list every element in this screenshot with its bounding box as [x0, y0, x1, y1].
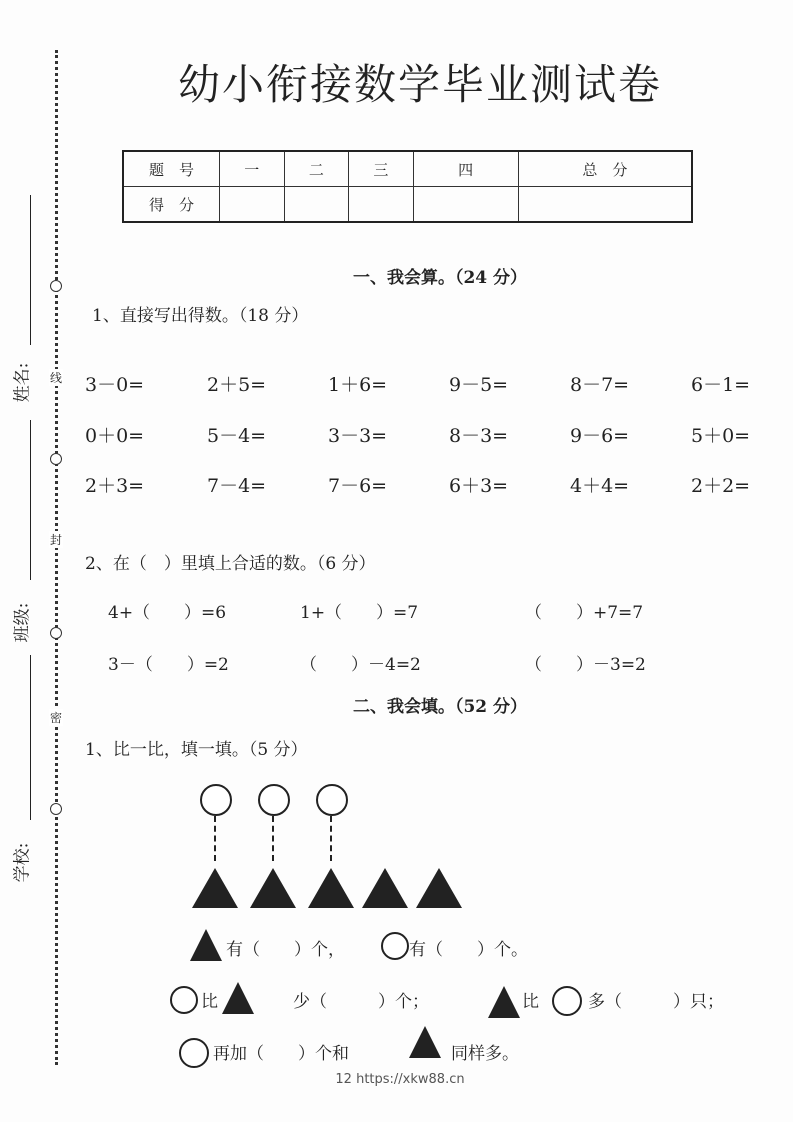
class-label: 班级:	[12, 602, 33, 643]
page-title: 幼小衔接数学毕业测试卷	[177, 60, 662, 109]
binding-ring	[50, 627, 62, 639]
equation: 3－0=	[85, 374, 145, 396]
equation: 1＋6=	[328, 374, 388, 396]
equation: 3－3=	[328, 425, 388, 447]
table-cell: 题 号	[123, 151, 220, 187]
triangle-icon	[409, 1026, 441, 1058]
fill-text: 少（ ）个；	[293, 992, 429, 1012]
circle-icon	[381, 932, 409, 960]
equation: 2＋3=	[85, 475, 145, 497]
equation: 9－5=	[449, 374, 509, 396]
score-cell[interactable]	[413, 187, 518, 223]
score-cell[interactable]	[284, 187, 349, 223]
score-cell[interactable]	[518, 187, 692, 223]
circle-icon	[316, 784, 348, 816]
fill-text: 同样多。	[451, 1044, 519, 1064]
dashed-line	[272, 816, 274, 861]
equation: 7－4=	[207, 475, 267, 497]
triangle-icon	[190, 929, 222, 961]
binding-dotted-line	[55, 50, 58, 1065]
table-cell: 二	[284, 151, 349, 187]
dashed-line	[330, 816, 332, 861]
fill-item: （ ）－3=2	[525, 655, 646, 675]
fill-text: 比	[522, 992, 539, 1012]
table-cell: 三	[349, 151, 414, 187]
name-label: 姓名:	[12, 362, 33, 403]
question-label: 1、比一比，填一填。（5 分）	[85, 740, 308, 760]
fill-item: 3－（ ）=2	[108, 655, 229, 675]
circle-icon	[179, 1038, 209, 1068]
binding-ring	[50, 453, 62, 465]
equation: 5＋0=	[691, 425, 751, 447]
fill-text: 多（ ）只；	[588, 992, 724, 1012]
section2-heading: 二、我会填。（52 分）	[352, 697, 528, 717]
binding-ring	[50, 803, 62, 815]
equation: 4＋4=	[570, 475, 630, 497]
section1-heading: 一、我会算。（24 分）	[352, 268, 528, 288]
fill-text: 有（ ）个，	[226, 940, 345, 960]
circle-icon	[552, 986, 582, 1016]
question-label: 2、在（ ）里填上合适的数。（6 分）	[85, 554, 376, 574]
footer-url: 12 https://xkw88.cn	[335, 1072, 465, 1087]
question-label: 1、直接写出得数。（18 分）	[92, 306, 309, 326]
circle-icon	[200, 784, 232, 816]
triangle-icon	[362, 868, 408, 908]
equation: 8－7=	[570, 374, 630, 396]
equation: 8－3=	[449, 425, 509, 447]
fill-item: （ ）+7=7	[525, 603, 644, 623]
circle-icon	[258, 784, 290, 816]
binding-mark: 线	[49, 371, 62, 385]
school-line	[30, 655, 31, 820]
binding-mark: 密	[49, 711, 62, 725]
equation: 7－6=	[328, 475, 388, 497]
triangle-icon	[222, 982, 254, 1014]
triangle-icon	[488, 986, 520, 1018]
score-cell[interactable]	[349, 187, 414, 223]
fill-text: 比	[201, 992, 218, 1012]
table-cell: 一	[220, 151, 285, 187]
equation: 5－4=	[207, 425, 267, 447]
equation: 0＋0=	[85, 425, 145, 447]
score-table	[122, 150, 693, 223]
dashed-line	[214, 816, 216, 861]
equation: 2＋2=	[691, 475, 751, 497]
class-line	[30, 420, 31, 580]
score-cell[interactable]	[220, 187, 285, 223]
fill-text: 有（ ）个。	[409, 940, 528, 960]
triangle-icon	[250, 868, 296, 908]
equation: 9－6=	[570, 425, 630, 447]
fill-item: 4+（ ）=6	[108, 603, 227, 623]
table-cell: 四	[413, 151, 518, 187]
equation: 2＋5=	[207, 374, 267, 396]
fill-item: （ ）－4=2	[300, 655, 421, 675]
equation: 6－1=	[691, 374, 751, 396]
table-cell: 总 分	[518, 151, 692, 187]
binding-mark: 封	[49, 533, 62, 547]
equation: 6＋3=	[449, 475, 509, 497]
school-label: 学校:	[12, 842, 33, 883]
triangle-icon	[416, 868, 462, 908]
circle-icon	[170, 986, 198, 1014]
fill-text: 再加（ ）个和	[213, 1044, 349, 1064]
table-cell: 得 分	[123, 187, 220, 223]
fill-item: 1+（ ）=7	[300, 603, 419, 623]
triangle-icon	[192, 868, 238, 908]
triangle-icon	[308, 868, 354, 908]
